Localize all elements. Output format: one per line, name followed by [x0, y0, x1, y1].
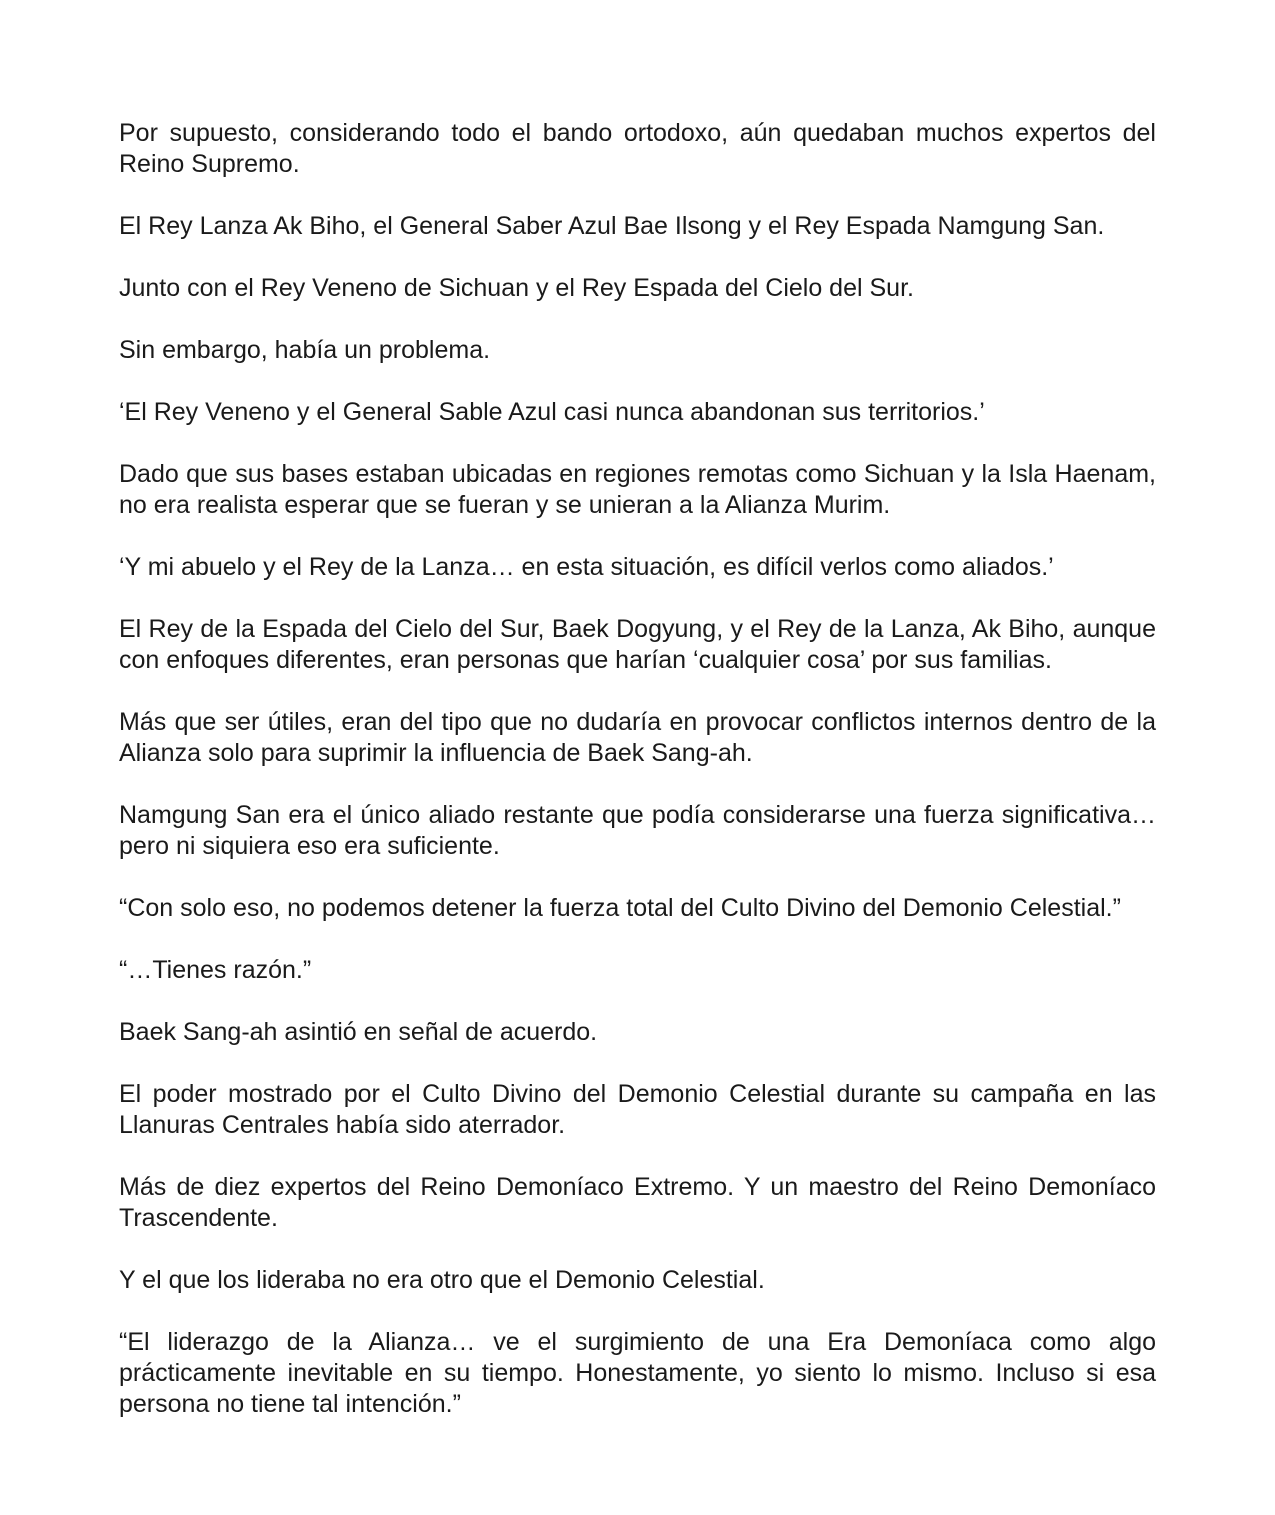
- paragraph-12: “…Tienes razón.”: [119, 956, 312, 984]
- paragraph-16: Y el que los lideraba no era otro que el Demonio Celestial.: [119, 1266, 765, 1294]
- document-page: [119, 118, 1156, 1451]
- paragraph-13: Baek Sang-ah asintió en señal de acuerdo.: [119, 1018, 598, 1046]
- paragraph-5: ‘El Rey Veneno y el General Sable Azul casi nunca abandonan sus territorios.’: [119, 398, 985, 426]
- paragraph-15: Más de diez expertos del Reino Demoníaco Extremo. Y un maestro del Reino Demoníaco Trascendente.: [119, 1173, 1156, 1232]
- paragraph-14: El poder mostrado por el Culto Divino del Demonio Celestial durante su campaña en las Llanuras Centrales había sido aterrador.: [119, 1080, 1156, 1139]
- paragraph-9: Más que ser útiles, eran del tipo que no dudaría en provocar conflictos internos dentro de la Alianza solo para suprimir la influencia de Baek Sang-ah.: [119, 708, 1156, 767]
- paragraph-11: “Con solo eso, no podemos detener la fuerza total del Culto Divino del Demonio Celestial.”: [119, 894, 1121, 922]
- paragraph-4: Sin embargo, había un problema.: [119, 336, 491, 364]
- paragraph-2: El Rey Lanza Ak Biho, el General Saber Azul Bae Ilsong y el Rey Espada Namgung San.: [119, 212, 1105, 240]
- paragraph-10: Namgung San era el único aliado restante que podía considerarse una fuerza significativa… pero ni siquiera eso era suficiente.: [119, 801, 1156, 860]
- paragraph-8: El Rey de la Espada del Cielo del Sur, Baek Dogyung, y el Rey de la Lanza, Ak Biho, aunque con enfoques diferentes, eran personas que harían ‘cualquier cosa’ por sus familias.: [119, 615, 1156, 674]
- paragraph-3: Junto con el Rey Veneno de Sichuan y el Rey Espada del Cielo del Sur.: [119, 274, 914, 302]
- paragraph-17: “El liderazgo de la Alianza… ve el surgimiento de una Era Demoníaca como algo prácticamente inevitable en su tiempo. Honestamente, yo siento lo mismo. Incluso si esa persona no tiene tal intención.”: [119, 1328, 1156, 1418]
- paragraph-1: Por supuesto, considerando todo el bando ortodoxo, aún quedaban muchos expertos del Reino Supremo.: [119, 119, 1156, 178]
- paragraph-7: ‘Y mi abuelo y el Rey de la Lanza… en esta situación, es difícil verlos como aliados.’: [119, 553, 1054, 581]
- paragraph-6: Dado que sus bases estaban ubicadas en regiones remotas como Sichuan y la Isla Haenam, no era realista esperar que se fueran y se unieran a la Alianza Murim.: [119, 460, 1156, 519]
